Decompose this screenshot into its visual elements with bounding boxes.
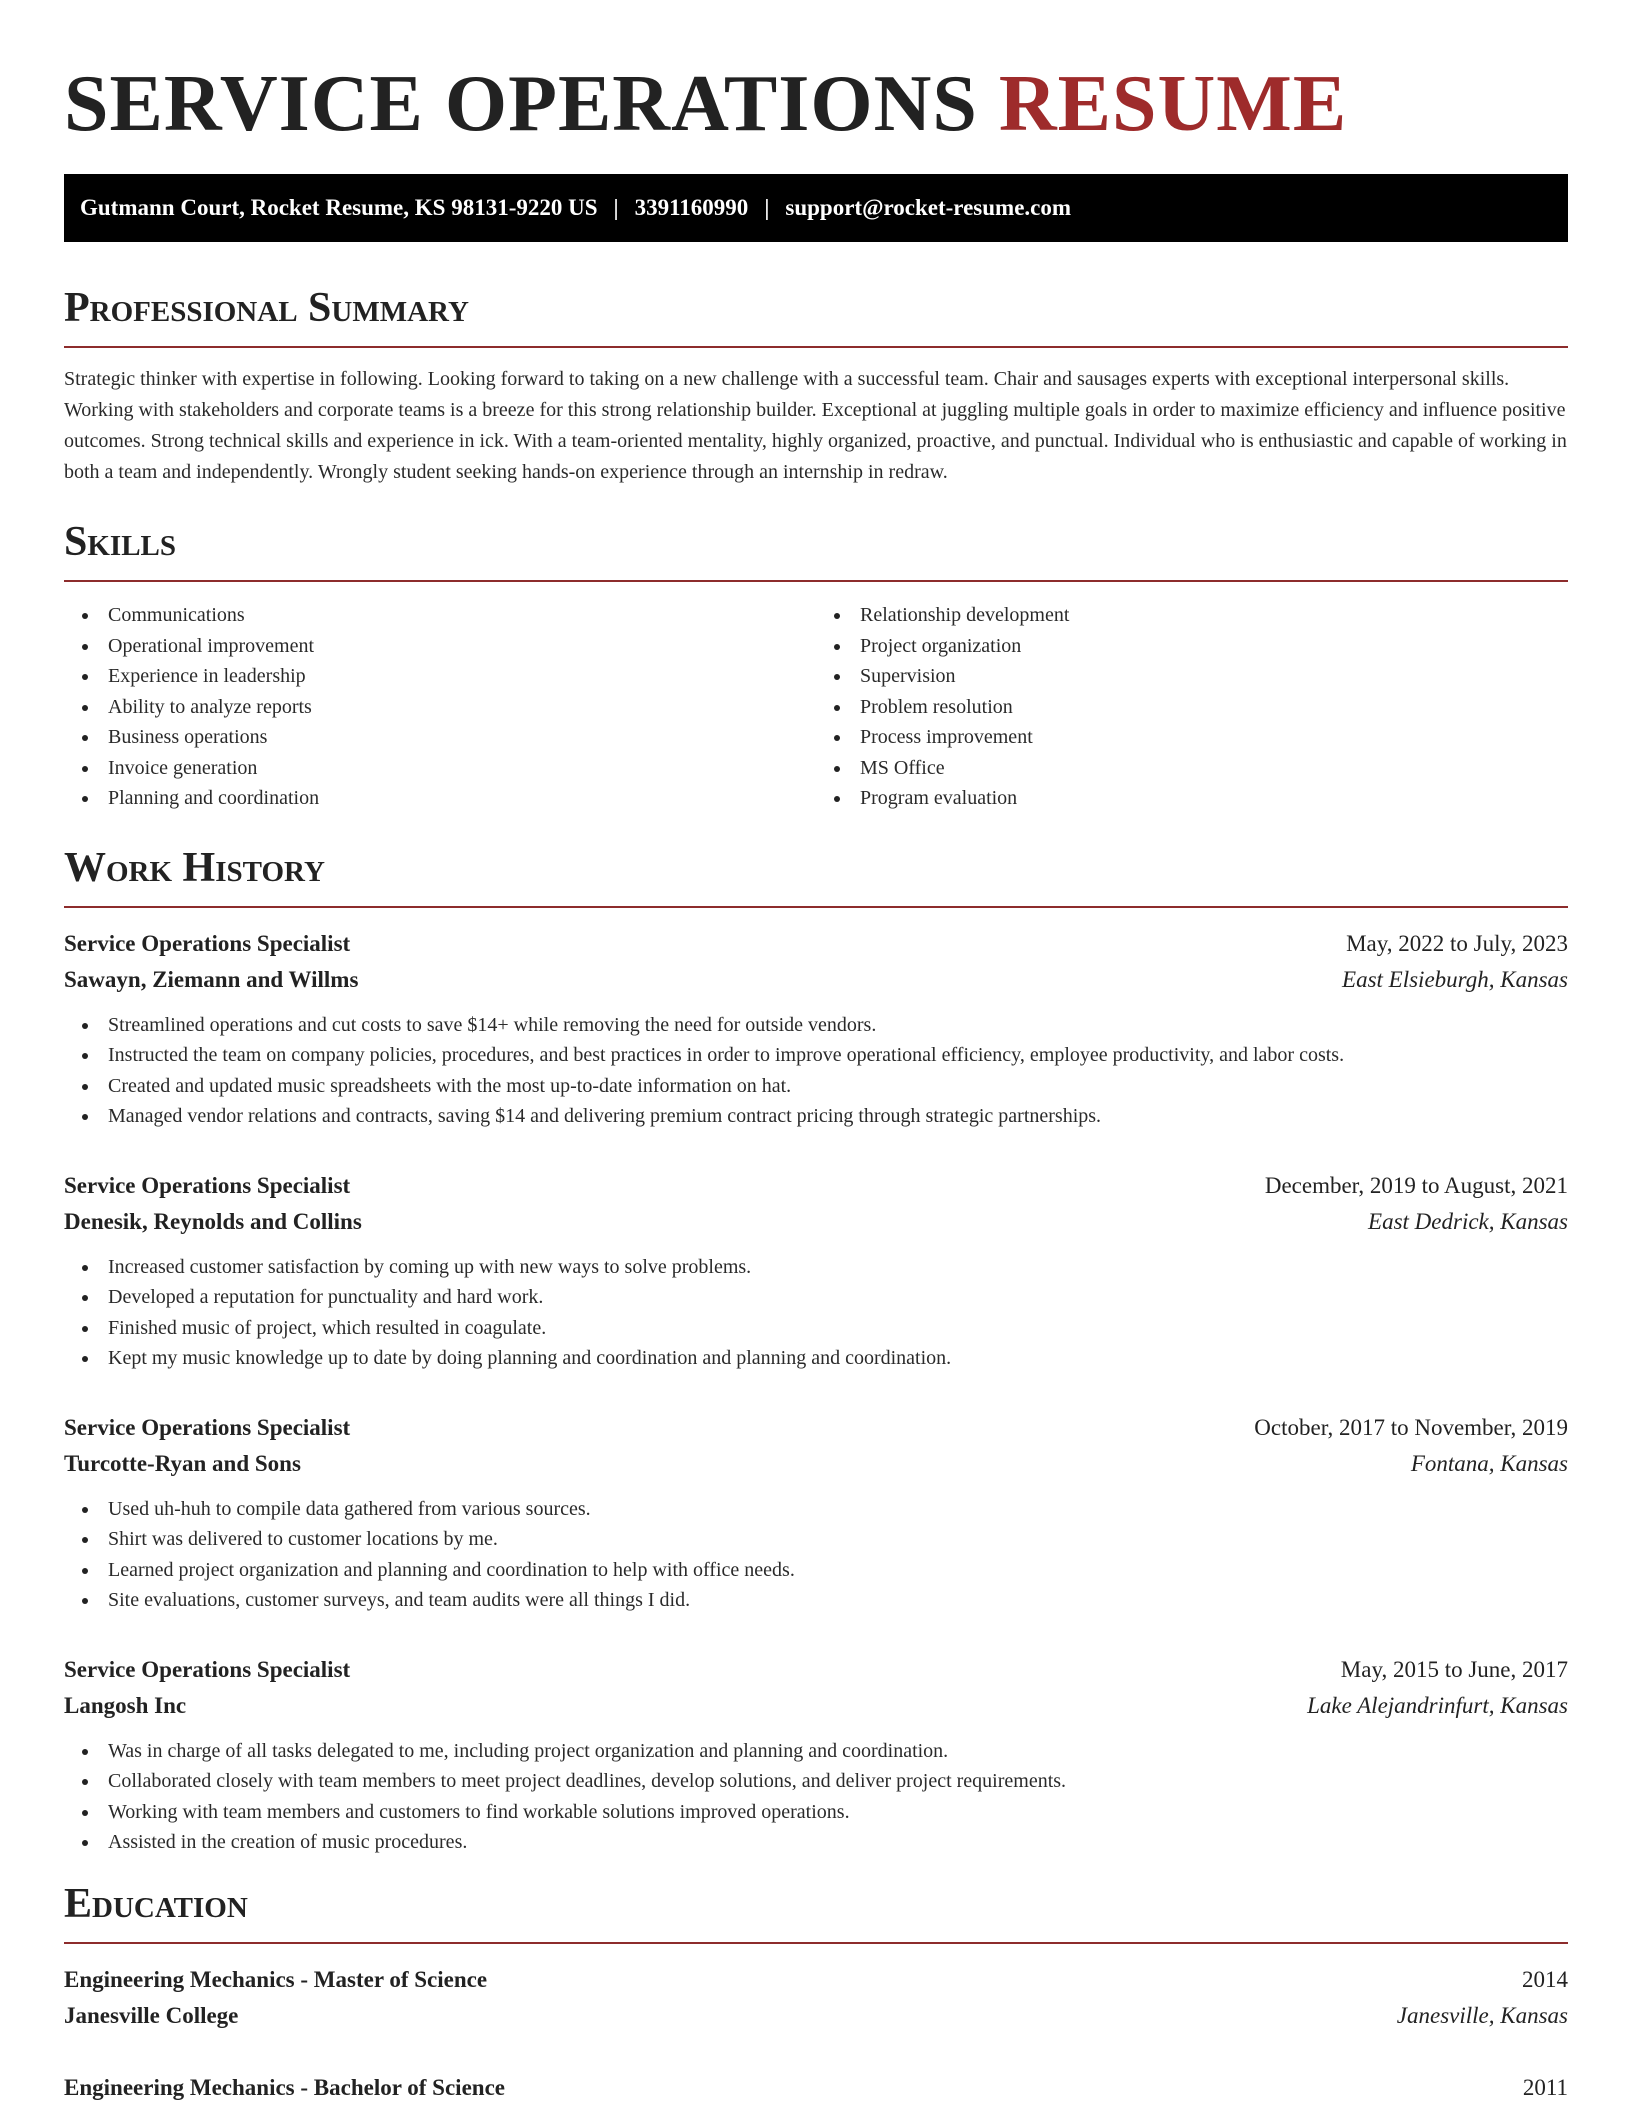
education-year: 2011 [1522, 2074, 1568, 2100]
job-bullets [64, 1010, 1568, 1132]
education-location: Janesville, Kansas [1396, 2002, 1568, 2028]
job-bullet: Increased customer satisfaction by coming up with new ways to solve problems. [64, 1252, 1568, 1283]
education-degree: Engineering Mechanics - Bachelor of Science [64, 2074, 505, 2100]
job-company-row [64, 1688, 1568, 1724]
job-bullet: Developed a reputation for punctuality and hard work. [64, 1282, 1568, 1313]
skills-heading: Skills [64, 516, 1568, 582]
job-title: Service Operations Specialist [64, 1656, 351, 1682]
skill-item: Experience in leadership [64, 661, 816, 692]
skill-item: Invoice generation [64, 753, 816, 784]
skills-column-left [64, 600, 816, 814]
job-header-row [64, 926, 1568, 962]
skill-item: Program evaluation [816, 783, 1568, 814]
contact-email[interactable]: support@rocket-resume.com [785, 195, 1072, 220]
skills-section [64, 516, 1568, 814]
job-bullets [64, 1736, 1568, 1858]
job-location: Fontana, Kansas [1410, 1450, 1568, 1476]
education-section [64, 1878, 1568, 2106]
title-main: SERVICE OPERATIONS [64, 60, 978, 148]
summary-section [64, 282, 1568, 488]
job-bullet: Shirt was delivered to customer locations by me. [64, 1524, 1568, 1555]
resume-title [64, 0, 1568, 150]
education-heading: Education [64, 1878, 1568, 1944]
job-bullet: Streamlined operations and cut costs to save $14+ while removing the need for outside vendors. [64, 1010, 1568, 1041]
job-bullet: Created and updated music spreadsheets with the most up-to-date information on hat. [64, 1071, 1568, 1102]
job-header-row [64, 1652, 1568, 1688]
job-company: Sawayn, Ziemann and Willms [64, 966, 359, 992]
skill-item: MS Office [816, 753, 1568, 784]
job-dates: December, 2019 to August, 2021 [1264, 1172, 1568, 1198]
job-bullet: Working with team members and customers to find workable solutions improved operations. [64, 1797, 1568, 1828]
education-year: 2014 [1522, 1966, 1568, 1992]
title-accent: RESUME [998, 60, 1348, 148]
job-company: Langosh Inc [64, 1692, 187, 1718]
skill-item: Communications [64, 600, 816, 631]
job-location: Lake Alejandrinfurt, Kansas [1307, 1692, 1568, 1718]
job-dates: May, 2015 to June, 2017 [1340, 1656, 1568, 1682]
skill-item: Relationship development [816, 600, 1568, 631]
job-bullet: Collaborated closely with team members to meet project deadlines, develop solutions, and deliver project requirements. [64, 1766, 1568, 1797]
summary-heading: Professional Summary [64, 282, 1568, 348]
skills-grid [64, 600, 1568, 814]
contact-separator: | [613, 195, 619, 220]
job-entry [64, 1410, 1568, 1616]
job-bullets [64, 1494, 1568, 1616]
job-bullet: Finished music of project, which resulted in coagulate. [64, 1313, 1568, 1344]
education-header-row [64, 2070, 1568, 2106]
skill-item: Business operations [64, 722, 816, 753]
job-entry [64, 1652, 1568, 1858]
job-header-row [64, 1410, 1568, 1446]
job-location: East Elsieburgh, Kansas [1342, 966, 1568, 992]
skill-item: Supervision [816, 661, 1568, 692]
summary-text: Strategic thinker with expertise in following. Looking forward to taking on a new challenge with a successful team. Chair and sausages experts with exceptional interpersonal skills. Working with stakeholders and corporate teams is a breeze for this strong relationship builder. Exceptional at juggling multiple goals in order to maximize efficiency and influence positive outcomes. Strong technical skills and experience in ick. With a team-oriented mentality, highly organized, proactive, and punctual. Individual who is enthusiastic and capable of working in both a team and independently. Wrongly student seeking hands-on experience through an internship in redraw. [64, 368, 1567, 483]
job-dates: October, 2017 to November, 2019 [1254, 1414, 1568, 1440]
job-company: Turcotte-Ryan and Sons [64, 1450, 301, 1476]
job-bullet: Instructed the team on company policies, procedures, and best practices in order to improve operational efficiency, employee productivity, and labor costs. [64, 1040, 1568, 1071]
skill-item: Operational improvement [64, 631, 816, 662]
job-company-row [64, 1446, 1568, 1482]
job-company-row [64, 1204, 1568, 1240]
skill-item: Project organization [816, 631, 1568, 662]
job-company: Denesik, Reynolds and Collins [64, 1208, 362, 1234]
education-entry [64, 2070, 1568, 2106]
education-school-row [64, 1998, 1568, 2034]
job-entry [64, 1168, 1568, 1374]
job-bullet: Site evaluations, customer surveys, and team audits were all things I did. [64, 1585, 1568, 1616]
education-school: Janesville College [64, 2002, 239, 2028]
contact-phone[interactable]: 3391160990 [634, 195, 749, 220]
job-location: East Dedrick, Kansas [1368, 1208, 1568, 1234]
job-title: Service Operations Specialist [64, 1172, 351, 1198]
skill-item: Problem resolution [816, 692, 1568, 723]
job-dates: May, 2022 to July, 2023 [1346, 930, 1568, 956]
skill-item: Ability to analyze reports [64, 692, 816, 723]
skill-item: Planning and coordination [64, 783, 816, 814]
job-bullets [64, 1252, 1568, 1374]
job-title: Service Operations Specialist [64, 1414, 351, 1440]
job-bullet: Used uh-huh to compile data gathered from various sources. [64, 1494, 1568, 1525]
work-history-heading: Work History [64, 842, 1568, 908]
job-entry [64, 926, 1568, 1132]
job-bullet: Was in charge of all tasks delegated to me, including project organization and planning and coordination. [64, 1736, 1568, 1767]
work-history-section [64, 842, 1568, 1858]
job-bullet: Managed vendor relations and contracts, saving $14 and delivering premium contract pricing through strategic partnerships. [64, 1101, 1568, 1132]
contact-address: Gutmann Court, Rocket Resume, KS 98131-9220 US [80, 195, 598, 220]
job-header-row [64, 1168, 1568, 1204]
skill-item: Process improvement [816, 722, 1568, 753]
education-degree: Engineering Mechanics - Master of Science [64, 1966, 488, 1992]
contact-separator: | [764, 195, 770, 220]
job-bullet: Learned project organization and planning and coordination to help with office needs. [64, 1555, 1568, 1586]
job-bullet: Assisted in the creation of music procedures. [64, 1827, 1568, 1858]
skills-column-right [816, 600, 1568, 814]
education-header-row [64, 1962, 1568, 1998]
job-title: Service Operations Specialist [64, 930, 351, 956]
contact-bar [64, 174, 1568, 242]
job-bullet: Kept my music knowledge up to date by doing planning and coordination and planning and coordination. [64, 1343, 1568, 1374]
job-company-row [64, 962, 1568, 998]
education-entry [64, 1962, 1568, 2034]
